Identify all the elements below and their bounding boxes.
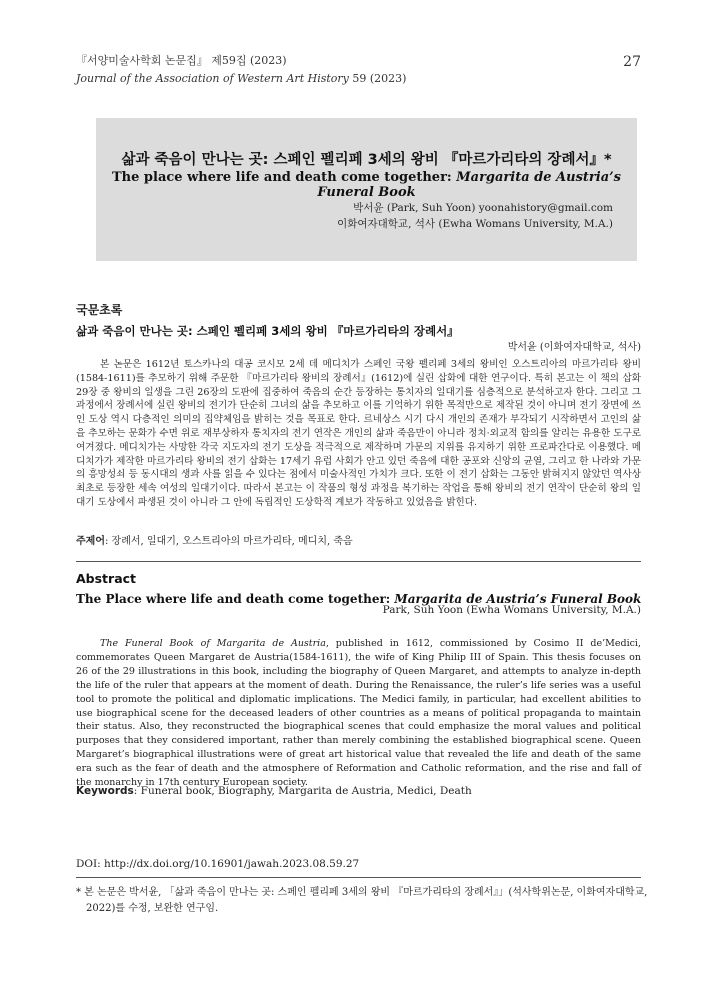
english-abstract-body — [76, 637, 641, 790]
journal-header-kr: 『서양미술사학회 논문집』 제59집 (2023) — [76, 54, 287, 67]
korean-keywords-label: 주제어 — [76, 536, 105, 547]
author-line-2: 이화여자대학교, 석사 (Ewha Womans University, M.A.) — [337, 218, 613, 230]
journal-name-en: Journal of the Association of Western Art History — [76, 72, 349, 85]
journal-volume-en: 59 (2023) — [352, 72, 407, 85]
title-english — [96, 170, 637, 200]
english-subtitle-plain: The Place where life and death come together: — [76, 592, 395, 606]
title-english-italic: Margarita de Austria’s Funeral Book — [317, 170, 621, 200]
title-english-plain: The place where life and death come together: — [112, 170, 457, 185]
english-abstract-heading: Abstract — [76, 571, 137, 586]
korean-keywords-list: : 장례서, 일대기, 오스트리아의 마르가리타, 메디치, 죽음 — [104, 536, 353, 547]
title-box — [96, 118, 637, 261]
korean-abstract-body: 본 논문은 1612년 토스카나의 대공 코시모 2세 데 메디치가 스페인 국왕 펠리페 3세의 왕비인 오스트리아의 마르가리타 왕비(1584-1611)를 추모하기 위해 주문한 『마르가리타 왕비의 장례서』(1612)에 실린 삽화에 대한 연구이다. 특히 본고는 이 책의 삽화 29장 중 왕비의 일생을 그린 26장의 도판에 집중하여 죽음의 순간 등장하는 통치자의 일대기를 심층적으로 분석하고자 한다. 그리고 그 과정에서 장례서에 실린 왕비의 전기가 단순히 그녀의 삶을 추모하고 이를 기억하기 위한 목적만으로 제작된 것이 아니며 전기 장면에 쓰인 도상 역시 다층적인 의미의 집약체임을 밝히는 것을 목표로 한다. 르네상스 시기 다시 개인의 존재가 부각되기 시작하면서 고인의 삶을 추모하는 문화가 수면 위로 재부상하자 통치자의 전기 연작은 개인의 삶과 죽음만이 아니라 정치·외교적 함의를 알리는 유용한 도구로 여겨졌다. 메디치가는 사망한 각국 지도자의 전기 도상을 적극적으로 제작하며 가문의 지위를 유지하기 위한 프로파간다로 이용했다. 메디치가가 제작한 마르가리타 왕비의 전기 삽화는 17세기 유럽 사회가 안고 있던 죽음에 대한 공포와 신앙의 균열, 그리고 한 나라와 가문의 흥망성쇠 등 동시대의 생과 사를 읽을 수 있다는 점에서 미술사적인 가치가 크다. 또한 이 전기 삽화는 그동안 밝혀지지 않았던 역사상 최초로 등장한 세속 여성의 일대기이다. 따라서 본고는 이 작품의 형성 과정을 복기하는 작업을 통해 왕비의 전기 연작이 단순히 왕의 일대기 도상에서 파생된 것이 아니라 그 안에 독립적인 도상학적 계보가 작동하고 있었음을 밝힌다. — [76, 359, 641, 508]
footnote-line-1: * 본 논문은 박서윤, 「삶과 죽음이 만나는 곳: 스페인 펠리페 3세의 왕비 『마르가리타의 장례서』」(석사학위논문, 이화여자대학교, — [76, 887, 648, 898]
english-subtitle-italic: Margarita de Austria’s Funeral Book — [394, 592, 642, 606]
korean-abstract-subtitle: 삶과 죽음이 만나는 곳: 스페인 펠리페 3세의 왕비 『마르가리타의 장례서』 — [76, 324, 459, 338]
title-korean: 삶과 죽음이 만나는 곳: 스페인 펠리페 3세의 왕비 『마르가리타의 장례서』* — [121, 152, 612, 168]
page-number: 27 — [623, 54, 641, 70]
journal-header-en — [76, 72, 406, 85]
english-abstract-text: , published in 1612, commissioned by Cosimo II de’Medici, commemorates Queen Margaret de Austria(1584-1611), the wife of King Philip III of Spain. This thesis focuses on 26 of the 29 illustrations in this book, including the biography of Queen Margaret, and attempts to analyze in-depth the life of the ruler that appears at the moment of death. During the Renaissance, the ruler’s life series was a useful tool to promote the political and diplomatic implications. The Medici family, in particular, had excellent abilities to use biographical scene for the deceased leaders of other countries as a means of political propaganda to maintain their status. Also, they reconstructed the biographical scenes that could emphasize the moral values and political purposes that they considered important, rather than merely combining the established biographical scene. Queen Margaret’s biographical illustrations were of great art historical value that revealed the life and death of the same era such as the fear of death and the atmosphere of Reformation and Catholic reformation, and the rise and fall of the monarchy in 17th century European society. — [76, 638, 641, 789]
korean-keywords — [76, 532, 353, 547]
english-abstract-byline: Park, Suh Yoon (Ewha Womans University, M.A.) — [382, 604, 641, 616]
english-keywords-label: Keywords — [76, 785, 134, 797]
korean-abstract-byline: 박서윤 (이화여자대학교, 석사) — [507, 342, 641, 353]
doi-line: DOI: http://dx.doi.org/10.16901/jawah.2023.08.59.27 — [76, 858, 360, 870]
section-divider — [76, 561, 641, 562]
english-keywords — [76, 785, 472, 797]
footnote-divider — [76, 877, 641, 878]
footnote-line-2: 2022)를 수정, 보완한 연구임. — [86, 903, 219, 914]
english-abstract-lead: The Funeral Book of Margarita de Austria — [100, 638, 326, 649]
author-line-1: 박서윤 (Park, Suh Yoon) yoonahistory@gmail.com — [353, 202, 613, 214]
korean-abstract-heading: 국문초록 — [76, 303, 123, 317]
english-keywords-list: : Funeral book, Biography, Margarita de Austria, Medici, Death — [133, 785, 472, 797]
